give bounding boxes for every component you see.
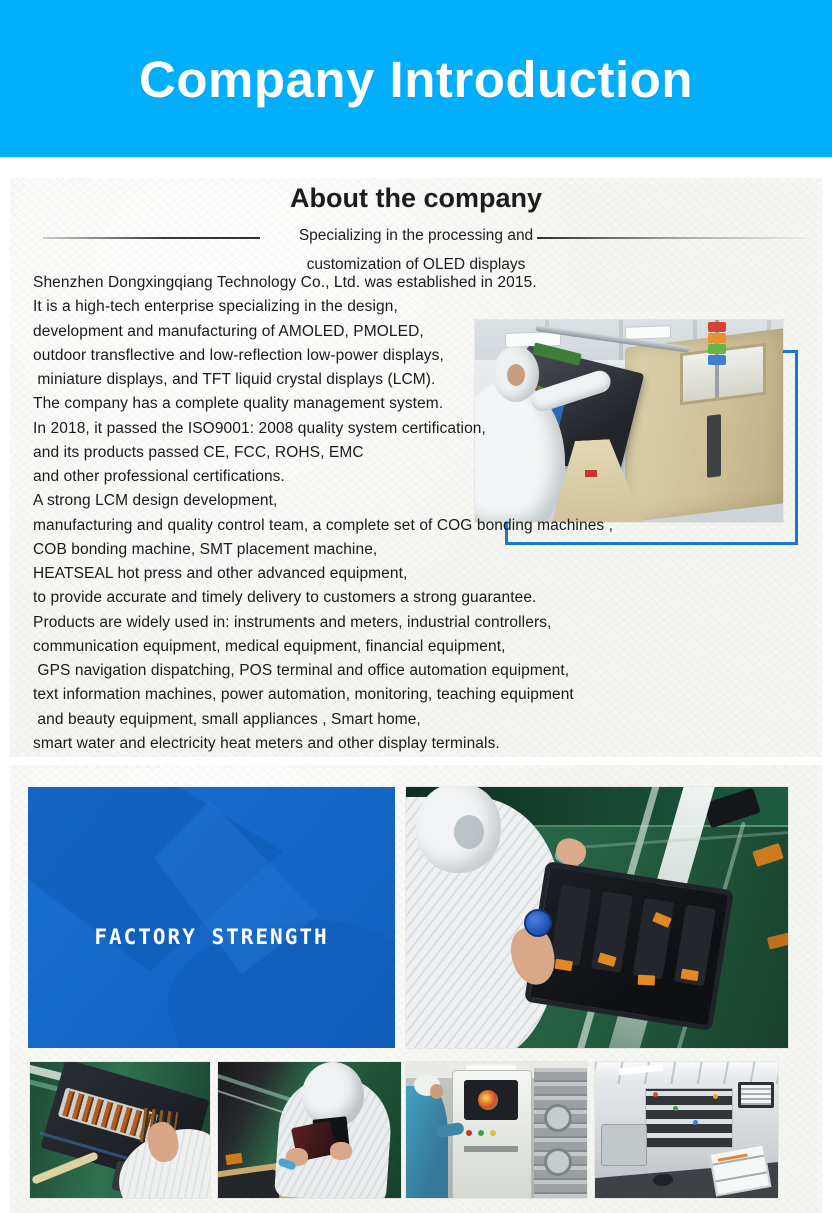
paragraph-line: to provide accurate and timely delivery to customers a strong guarantee. bbox=[33, 589, 537, 607]
factory-strength-label: FACTORY STRENGTH bbox=[94, 925, 329, 949]
page-title: Company Introduction bbox=[139, 51, 693, 108]
header-banner bbox=[0, 0, 832, 157]
about-paragraph bbox=[33, 271, 693, 756]
operator bbox=[406, 1086, 448, 1198]
factory-photo-flex-rack bbox=[30, 1062, 210, 1198]
factory-photo-lab bbox=[595, 1062, 778, 1198]
paragraph-line: Shenzhen Dongxingqiang Technology Co., Ltd. was established in 2015. bbox=[33, 274, 537, 291]
flex-connector bbox=[555, 959, 573, 972]
paragraph-line: miniature displays, and TFT liquid crystal displays (LCM). bbox=[33, 371, 436, 388]
paragraph-line: In 2018, it passed the ISO9001: 2008 quality system certification, bbox=[33, 419, 486, 437]
blue-bottle-cap bbox=[524, 909, 552, 937]
paragraph-line: COB bonding machine, SMT placement machine, bbox=[33, 540, 378, 558]
signal-tower-red bbox=[708, 322, 726, 332]
paragraph-line: The company has a complete quality management system. bbox=[33, 395, 444, 413]
test-screen-image bbox=[478, 1090, 498, 1110]
factory-photo-belt-inspection bbox=[218, 1062, 401, 1198]
paragraph-line: HEATSEAL hot press and other advanced equipment, bbox=[33, 565, 408, 582]
paragraph-line: Products are widely used in: instruments and meters, industrial controllers, bbox=[33, 613, 552, 631]
paragraph-line: and its products passed CE, FCC, ROHS, EMC bbox=[33, 443, 364, 461]
paragraph-line: It is a high-tech enterprise specializing in the design, bbox=[33, 298, 398, 316]
instrument-panels bbox=[645, 1088, 733, 1148]
factory-strength-banner bbox=[28, 787, 395, 1048]
subtitle-line-1: Specializing in the processing and bbox=[298, 227, 534, 244]
factory-photo-test-machine bbox=[406, 1062, 587, 1198]
assembly-line-photo bbox=[406, 787, 788, 1048]
paragraph-line: manufacturing and quality control team, a complete set of COG bonding machines , bbox=[33, 516, 614, 534]
subtitle-line-2: customization of OLED displays bbox=[306, 256, 526, 273]
paragraph-line: development and manufacturing of AMOLED, PMOLED, bbox=[33, 322, 424, 340]
component-tray bbox=[524, 861, 734, 1031]
about-heading: About the company bbox=[289, 183, 542, 213]
paragraph-line: outdoor transflective and low-reflection low-power displays, bbox=[33, 346, 444, 364]
paragraph-line: smart water and electricity heat meters and other display terminals. bbox=[33, 734, 500, 752]
about-section bbox=[10, 178, 822, 757]
paragraph-line: and other professional certifications. bbox=[33, 468, 285, 485]
paragraph-line: GPS navigation dispatching, POS terminal and office automation equipment, bbox=[33, 662, 570, 679]
paragraph-line: A strong LCM design development, bbox=[33, 492, 278, 510]
factory-section bbox=[10, 765, 822, 1213]
paragraph-line: communication equipment, medical equipment, financial equipment, bbox=[33, 637, 506, 655]
paragraph-line: and beauty equipment, small appliances , Smart home, bbox=[33, 710, 421, 728]
paragraph-line: text information machines, power automation, monitoring, teaching equipment bbox=[33, 686, 574, 704]
